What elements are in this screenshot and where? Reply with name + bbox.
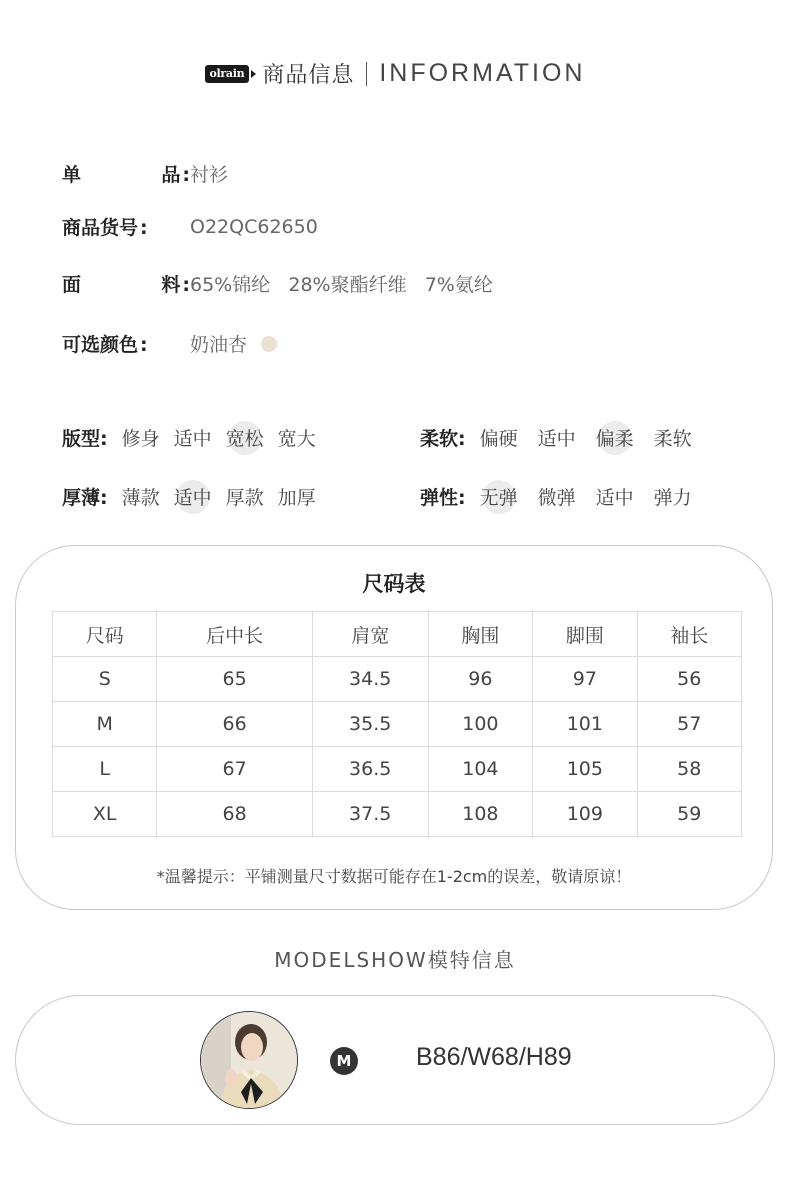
size-table-header-cell: 脚围 [533, 612, 637, 657]
attr-option: 修身 [121, 428, 160, 450]
attr-option: 柔软 [653, 428, 692, 450]
table-row [53, 792, 742, 837]
table-cell: 59 [637, 792, 741, 837]
attr-fit [62, 424, 316, 451]
table-cell: 34.5 [312, 657, 428, 702]
attr-option: 微弹 [537, 487, 576, 509]
size-table [52, 611, 742, 837]
info-row-fabric [62, 270, 493, 297]
model-measurements: B86/W68/H89 [416, 1043, 572, 1071]
attr-options [122, 483, 316, 510]
info-row-item [62, 160, 228, 187]
size-table-header-cell: 尺码 [53, 612, 157, 657]
model-portrait-icon [201, 1012, 297, 1108]
size-note: *温馨提示：平铺测量尺寸数据可能存在1-2cm的误差，敬请原谅！ [156, 867, 632, 886]
table-cell: L [53, 747, 157, 792]
table-cell: 57 [637, 702, 741, 747]
info-label: 单 品 : [62, 164, 190, 186]
table-cell: 56 [637, 657, 741, 702]
model-size-badge: M [330, 1047, 358, 1075]
attr-option: 宽松 [226, 424, 264, 451]
info-value: 衬衫 [190, 164, 229, 186]
attr-option: 适中 [174, 483, 212, 510]
attr-label: 柔软: [420, 428, 466, 450]
table-cell: 65 [157, 657, 312, 702]
header-title-cn: 商品信息 [262, 63, 355, 88]
attr-option: 宽大 [277, 428, 316, 450]
size-chart-card [15, 545, 773, 910]
info-row-sku [62, 213, 318, 240]
attr-thickness [62, 483, 316, 510]
table-cell: 58 [637, 747, 741, 792]
size-chart-title: 尺码表 [362, 572, 426, 596]
header-title-en: INFORMATION [379, 59, 586, 87]
attr-option: 偏柔 [596, 424, 634, 451]
attr-option: 适中 [537, 428, 576, 450]
table-cell: 96 [428, 657, 532, 702]
info-label: 面 料 : [62, 274, 190, 296]
info-label: 可选颜色 : [62, 334, 148, 356]
info-row-color [62, 330, 277, 357]
info-label: 商品货号 : [62, 217, 148, 239]
info-value: 奶油杏 [190, 334, 248, 356]
table-cell: 104 [428, 747, 532, 792]
table-cell: 66 [157, 702, 312, 747]
table-cell: 36.5 [312, 747, 428, 792]
table-cell: 67 [157, 747, 312, 792]
attr-label: 厚薄: [62, 487, 108, 509]
brand-logo: olrain [205, 65, 250, 83]
attr-label: 弹性: [420, 487, 466, 509]
attr-option: 偏硬 [479, 428, 518, 450]
size-table-header-cell: 肩宽 [312, 612, 428, 657]
attr-options [480, 424, 692, 451]
size-table-header-cell: 后中长 [157, 612, 312, 657]
attr-options [480, 483, 692, 510]
table-cell: 37.5 [312, 792, 428, 837]
table-row [53, 747, 742, 792]
logo-arrow-icon [251, 70, 256, 78]
info-value: 65%锦纶 28%聚酯纤维 7%氨纶 [190, 274, 493, 296]
attr-options [122, 424, 316, 451]
table-cell: 108 [428, 792, 532, 837]
attr-option: 厚款 [225, 487, 264, 509]
model-card [15, 995, 775, 1125]
attr-softness [420, 424, 692, 451]
table-cell: 100 [428, 702, 532, 747]
model-avatar [200, 1011, 298, 1109]
section-header [0, 58, 790, 89]
attr-label: 版型: [62, 428, 108, 450]
size-table-header [53, 612, 742, 657]
table-cell: XL [53, 792, 157, 837]
table-cell: 105 [533, 747, 637, 792]
table-cell: 68 [157, 792, 312, 837]
attr-option: 无弹 [480, 483, 518, 510]
attr-option: 适中 [595, 487, 634, 509]
color-swatch[interactable] [261, 336, 277, 352]
table-cell: 101 [533, 702, 637, 747]
info-value: O22QC62650 [190, 215, 318, 238]
table-cell: S [53, 657, 157, 702]
model-section-title: MODELSHOW模特信息 [274, 948, 516, 972]
table-cell: 109 [533, 792, 637, 837]
table-row [53, 657, 742, 702]
attr-option: 加厚 [277, 487, 316, 509]
attr-option: 适中 [173, 428, 212, 450]
header-divider [366, 62, 367, 86]
attr-option: 薄款 [121, 487, 160, 509]
size-table-header-cell: 袖长 [637, 612, 741, 657]
table-cell: 35.5 [312, 702, 428, 747]
size-table-header-cell: 胸围 [428, 612, 532, 657]
attr-option: 弹力 [653, 487, 692, 509]
attr-elasticity [420, 483, 692, 510]
table-cell: 97 [533, 657, 637, 702]
table-row [53, 702, 742, 747]
table-cell: M [53, 702, 157, 747]
